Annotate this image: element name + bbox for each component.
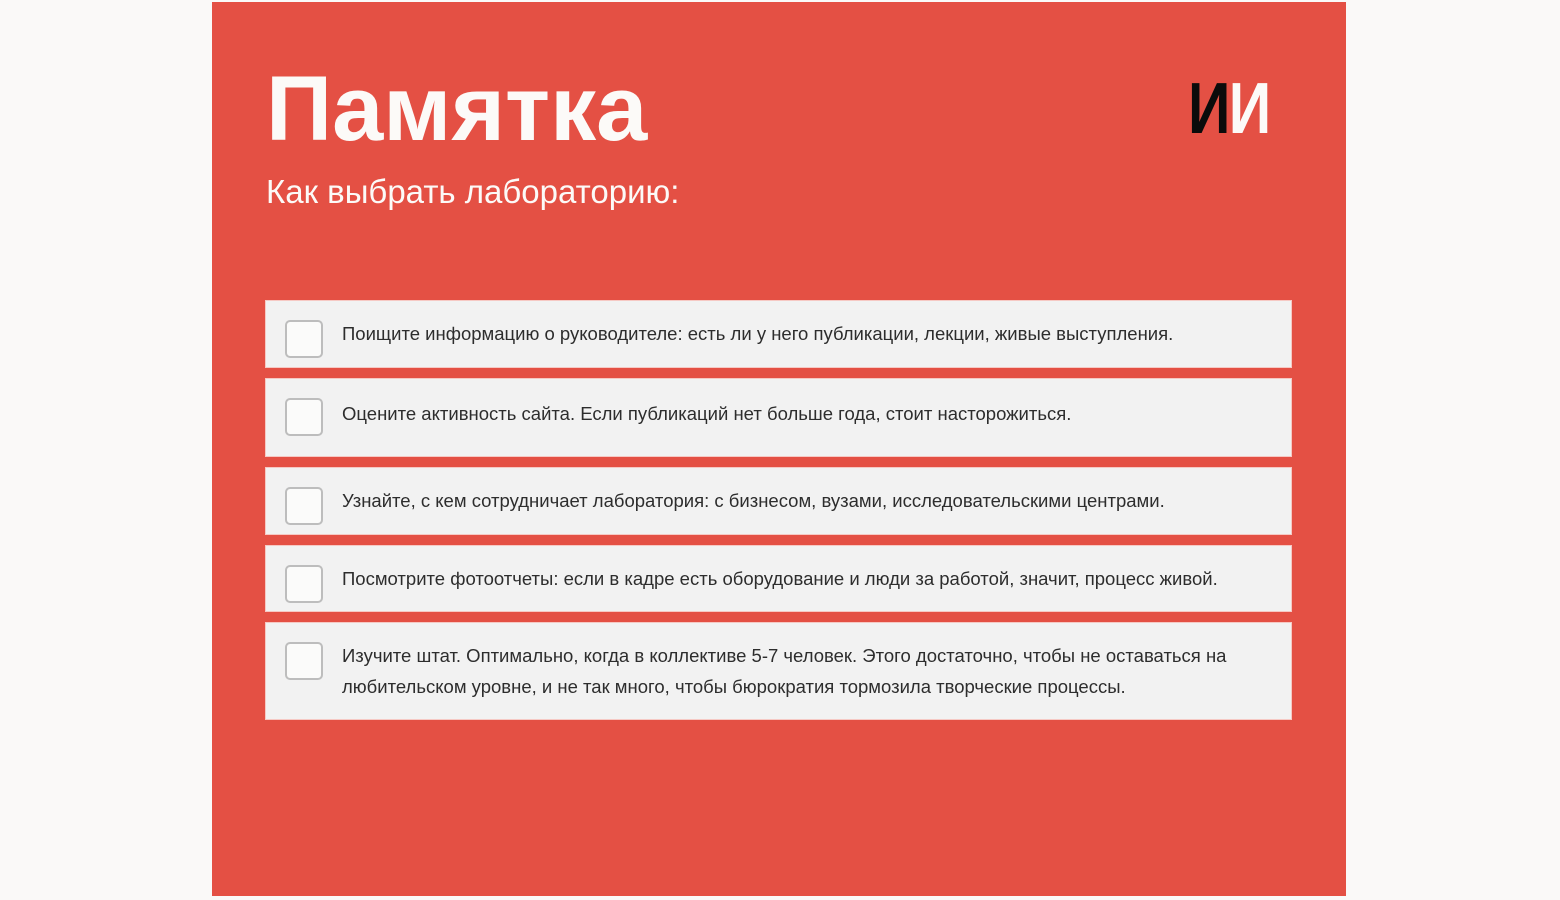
memo-title: Памятка xyxy=(266,58,648,160)
checkbox-icon[interactable] xyxy=(285,398,323,436)
checklist-item-text: Оцените активность сайта. Если публикаций нет больше года, стоит насторожиться. xyxy=(342,402,1072,424)
checklist-item-text: Посмотрите фотоотчеты: если в кадре есть оборудование и люди за работой, значит, процесс живой. xyxy=(342,567,1218,589)
logo-letter-black: И xyxy=(1188,69,1229,149)
logo-letter-white: И xyxy=(1228,69,1270,149)
checklist-item-text: Поищите информацию о руководителе: есть ли у него публикации, лекции, живые выступления. xyxy=(342,323,1174,344)
checkbox-icon[interactable] xyxy=(285,642,323,680)
checklist-item-text: Изучите штат. Оптимально, когда в коллективе 5-7 человек. Этого достаточно, чтобы не оставаться на любительском уровне, и не так много, чтобы бюрократия тормозила творческие процессы. xyxy=(342,645,1227,697)
checkbox-icon[interactable] xyxy=(285,487,323,525)
checklist-item xyxy=(265,622,1292,720)
checkbox-icon[interactable] xyxy=(285,565,323,603)
checklist-item xyxy=(265,300,1292,368)
checkbox-icon[interactable] xyxy=(285,320,323,358)
logo xyxy=(1188,69,1270,149)
memo-subtitle: Как выбрать лабораторию: xyxy=(266,173,680,210)
checklist-item-text: Узнайте, с кем сотрудничает лаборатория: с бизнесом, вузами, исследовательскими центрами. xyxy=(342,490,1165,511)
memo-card xyxy=(212,2,1346,896)
checklist-item xyxy=(265,378,1292,458)
checklist-item xyxy=(265,545,1292,613)
checklist xyxy=(265,300,1292,730)
checklist-item xyxy=(265,467,1292,535)
